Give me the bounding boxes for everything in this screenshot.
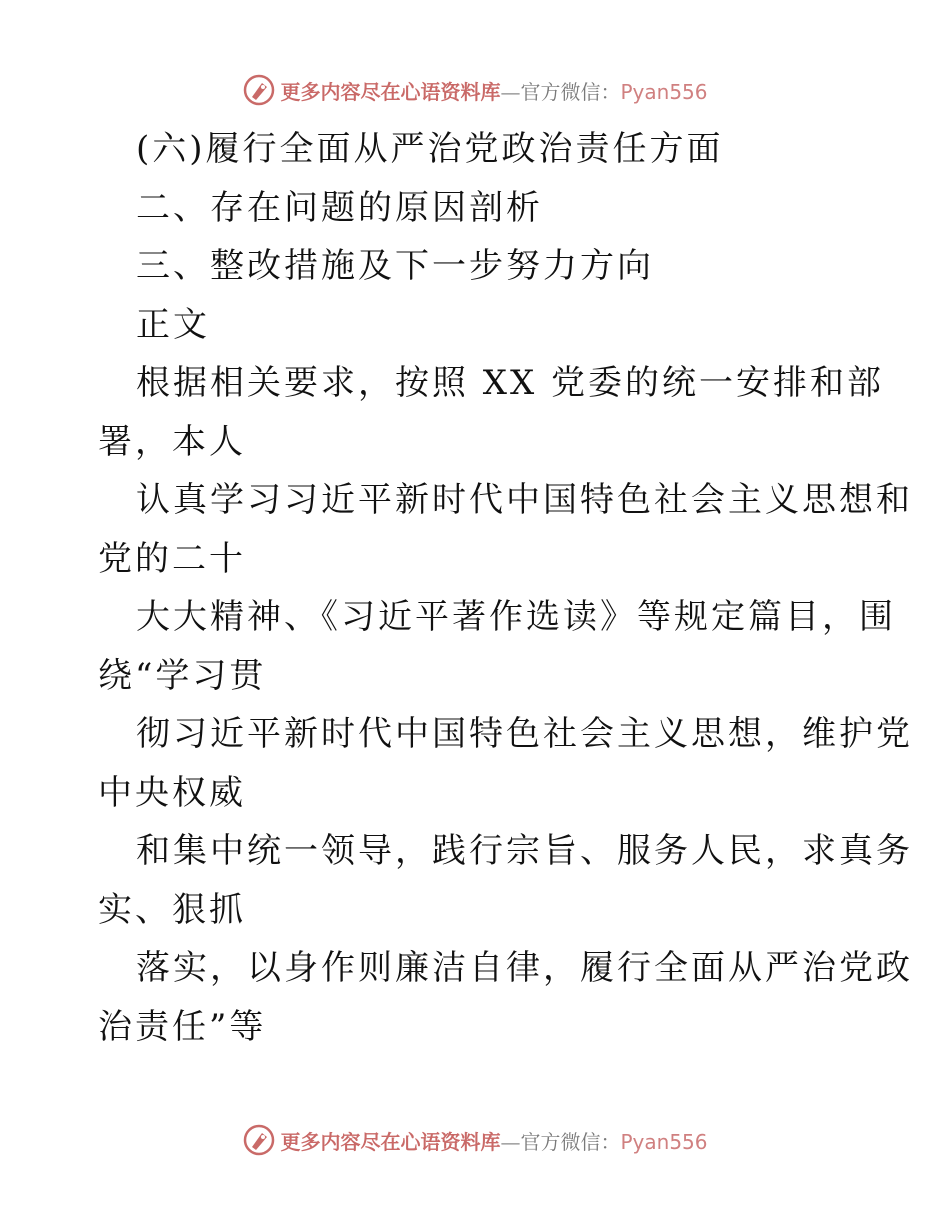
watermark-id: Pyan556 bbox=[620, 79, 708, 104]
watermark-separator: — bbox=[500, 79, 521, 104]
paragraph-line: 实、狠抓 bbox=[98, 889, 246, 930]
heading-section-3: 三、整改措施及下一步努力方向 bbox=[136, 246, 654, 286]
paragraph-line: 落实，以身作则廉洁自律，履行全面从严治党政 bbox=[136, 948, 913, 988]
watermark-text bbox=[280, 1126, 707, 1155]
heading-body: 正文 bbox=[136, 304, 210, 345]
watermark-separator: — bbox=[500, 1129, 521, 1154]
heading-section-2: 二、存在问题的原因剖析 bbox=[136, 187, 543, 228]
header-watermark bbox=[0, 70, 950, 110]
watermark-sub: 官方微信： bbox=[520, 1129, 621, 1154]
watermark-id: Pyan556 bbox=[620, 1129, 708, 1154]
heading-section-6: (六)履行全面从严治党政治责任方面 bbox=[136, 129, 724, 169]
paragraph-line: 绕“学习贯 bbox=[98, 655, 267, 696]
watermark-main: 更多内容尽在心语资料库 bbox=[280, 79, 501, 104]
watermark-text bbox=[280, 76, 707, 105]
pen-nib-icon bbox=[242, 1123, 276, 1157]
paragraph-line: 和集中统一领导，践行宗旨、服务人民，求真务 bbox=[136, 831, 913, 871]
footer-watermark bbox=[0, 1120, 950, 1160]
paragraph-line: 党的二十 bbox=[98, 538, 246, 579]
watermark-main: 更多内容尽在心语资料库 bbox=[280, 1129, 501, 1154]
watermark-sub: 官方微信： bbox=[520, 79, 621, 104]
paragraph-line: 署，本人 bbox=[98, 421, 246, 462]
paragraph-line: 中央权威 bbox=[98, 772, 246, 813]
pen-nib-icon bbox=[242, 73, 276, 107]
paragraph-line: 治责任”等 bbox=[98, 1006, 267, 1047]
paragraph-line: 彻习近平新时代中国特色社会主义思想，维护党 bbox=[136, 714, 913, 754]
document-body bbox=[98, 120, 913, 1056]
paragraph-line: 根据相关要求，按照 XX 党委的统一安排和部 bbox=[136, 363, 885, 403]
paragraph-line: 认真学习习近平新时代中国特色社会主义思想和 bbox=[136, 480, 913, 520]
paragraph-line: 大大精神、《习近平著作选读》等规定篇目，围 bbox=[136, 597, 896, 637]
